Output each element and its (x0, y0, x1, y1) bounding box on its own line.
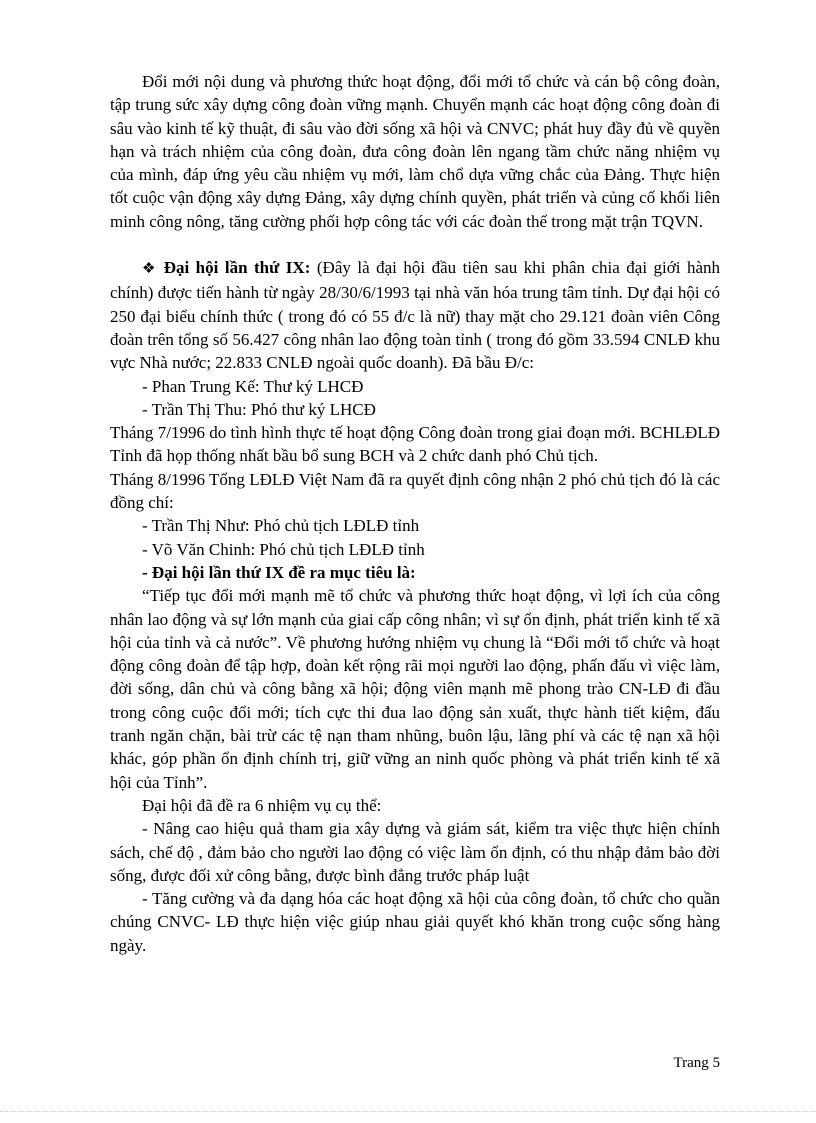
page-bottom-divider (0, 1111, 816, 1112)
paragraph-august-1996: Tháng 8/1996 Tổng LĐLĐ Việt Nam đã ra quyết định công nhận 2 phó chủ tịch đó là các đồng chí: (110, 469, 720, 513)
congress-ix-title: Đại hội lần thứ IX: (163, 258, 311, 278)
elected-item-2: - Trần Thị Thu: Phó thư ký LHCĐ (142, 399, 376, 419)
document-body (110, 70, 720, 957)
elected-item-1: - Phan Trung Kế: Thư ký LHCĐ (142, 376, 364, 396)
task-item-2: - Tăng cường và đa dạng hóa các hoạt động xã hội của công đoàn, tổ chức cho quần chúng CNVC- LĐ thực hiện việc giúp nhau giải quyết khó khăn trong cuộc sống hàng ngày. (110, 889, 720, 955)
congress-ix-text: (Đây là đại hội đầu tiên sau khi phân chia đại giới hành chính) được tiến hành từ ngày 28/30/6/1993 tại nhà văn hóa trung tâm tỉnh. Dự đại hội có 250 đại biểu chính thức ( trong đó có 55 đ/c là nữ) thay mặt cho 29.121 đoàn viên Công đoàn trên tổng số 56.427 công nhân lao động toàn tỉnh ( trong đó gồm 33.594 CNLĐ khu vực Nhà nước; 22.833 CNLĐ ngoài quốc doanh). Đã bầu Đ/c: (110, 258, 721, 373)
paragraph-july-1996: Tháng 7/1996 do tình hình thực tế hoạt động Công đoàn trong giai đoạn mới. BCHLĐLĐ Tỉnh đã họp thống nhất bầu bổ sung BCH và 2 chức danh phó Chủ tịch. (110, 423, 720, 466)
congress-ix-paragraph (110, 256, 720, 374)
vice-chair-item-2: - Võ Văn Chinh: Phó chủ tịch LĐLĐ tỉnh (142, 539, 425, 559)
diamond-bullet-icon: ❖ (142, 261, 158, 278)
vice-chair-item-1: - Trần Thị Như: Phó chủ tịch LĐLĐ tỉnh (142, 516, 420, 536)
paragraph-intro: Đổi mới nội dung và phương thức hoạt động, đổi mới tổ chức và cán bộ công đoàn, tập trung sức xây dựng công đoàn vững mạnh. Chuyển mạnh các hoạt động công đoàn đi sâu vào kinh tế kỹ thuật, đi sâu vào đời sống xã hội và CNVC; phát huy đầy đủ về quyền hạn và trách nhiệm của công đoàn, đưa công đoàn lên ngang tầm chức năng nhiệm vụ của mình, đáp ứng yêu cầu nhiệm vụ mới, làm chổ dựa vững chắc của Đảng. Thực hiện tốt cuộc vận động xây dựng Đảng, xây dựng chính quyền, phát triển và củng cố khối liên minh công nông, tăng cường phối hợp công tác với các đoàn thể trong mặt trận TQVN. (110, 72, 720, 231)
page-number: Trang 5 (673, 1055, 720, 1071)
goal-heading: - Đại hội lần thứ IX đề ra mục tiêu là: (142, 562, 416, 582)
task-item-1: - Nâng cao hiệu quả tham gia xây dựng và giám sát, kiểm tra việc thực hiện chính sách, chế độ , đảm bảo cho người lao động có việc làm ổn định, có thu nhập đảm bảo đời sống, được đối xử công bằng, được bình đẳng trước pháp luật (110, 819, 720, 885)
goal-paragraph: “Tiếp tục đổi mới mạnh mẽ tổ chức và phương thức hoạt động, vì lợi ích của công nhân lao động và sự lớn mạnh của giai cấp công nhân; vì sự ổn định, phát triển kinh tế xã hội của tỉnh và cả nước”. Về phương hướng nhiệm vụ chung là “Đổi mới tổ chức và hoạt động công đoàn để tập hợp, đoàn kết rộng rãi mọi người lao động, phấn đấu vì việc làm, đời sống, dân chủ và công bằng xã hội; động viên mạnh mẽ phong trào CN-LĐ đi đầu trong công cuộc đổi mới; tích cực thi đua lao động sản xuất, thực hành tiết kiệm, đấu tranh ngăn chặn, bài trừ các tệ nạn tham nhũng, buôn lậu, lãng phí và các tệ nạn xã hội khác, góp phần ổn định chính trị, giữ vững an ninh quốc phòng và phát triển kinh tế xã hội của Tỉnh”. (110, 586, 720, 792)
tasks-intro: Đại hội đã đề ra 6 nhiệm vụ cụ thể: (142, 795, 382, 815)
